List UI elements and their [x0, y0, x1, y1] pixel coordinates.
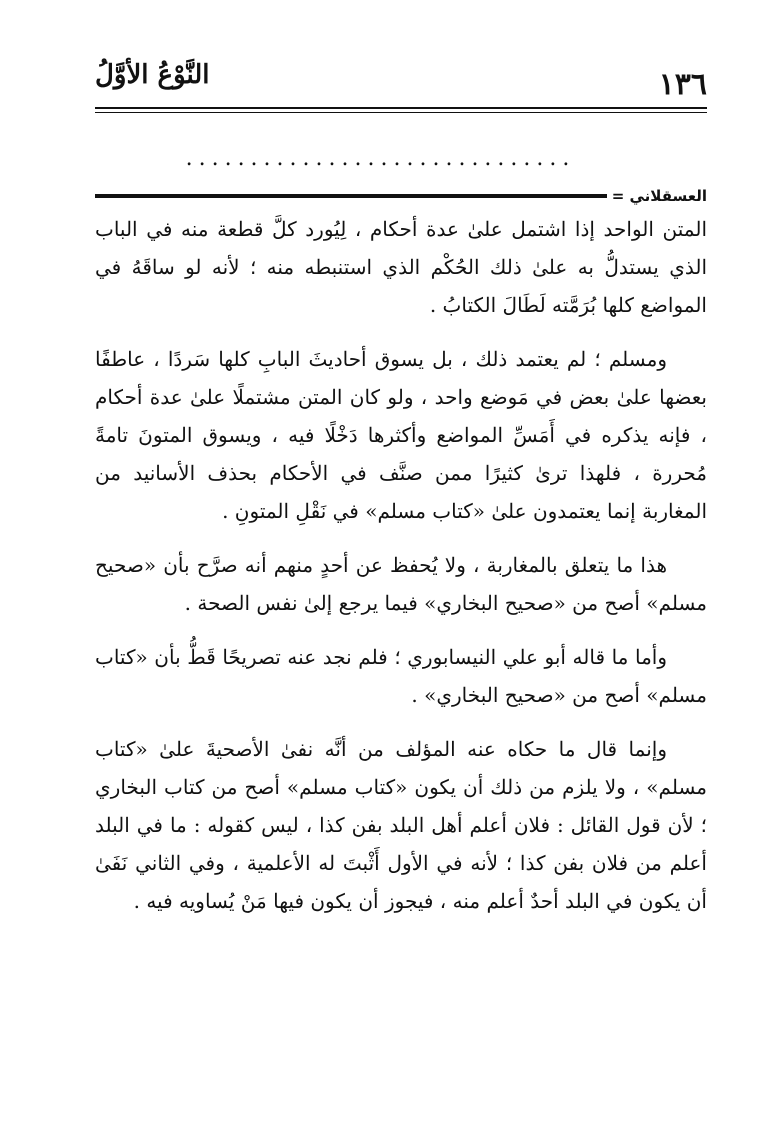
page-number: ١٣٦ [658, 67, 707, 102]
omission-dots: .............................. [185, 148, 576, 170]
footnote-label: العسقلاني = [611, 187, 707, 205]
paragraph: وإنما قال ما حكاه عنه المؤلف من أنَّه نفىٰ الأصحيةَ علىٰ «كتاب مسلم» ، ولا يلزم من ذلك أن يكون «كتاب مسلم» أصح من كتاب البخاري ؛ لأن قول القائل : فلان أعلم أهل البلد بفن كذا ، ليس كقوله : ما في البلد أعلم من فلان بفن كذا ؛ لأنه في الأول أَثْبتَ له الأعلمية ، وفي الثاني نَفَىٰ أن يكون في البلد أحدٌ أعلم منه ، فيجوز أن يكون فيها مَنْ يُساويه فيه . [95, 737, 707, 913]
running-head [95, 58, 707, 106]
paragraph: ومسلم ؛ لم يعتمد ذلك ، بل يسوق أحاديثَ البابِ كلها سَردًا ، عاطفًا بعضها علىٰ بعض في مَوضع واحد ، ولو كان المتن مشتملًا علىٰ عدة أحكام ، فإنه يذكره في أَمَسِّ المواضع وأكثرها دَخْلًا فيه ، ويسوق المتونَ تامةً مُحررة ، فلهذا ترىٰ كثيرًا ممن صنَّف في الأحكام بحذف الأسانيد من المغاربة إنما يعتمدون علىٰ «كتاب مسلم» في نَقْلِ المتونِ . [95, 347, 707, 523]
header-rule [95, 107, 707, 109]
header-rule-thin [95, 112, 707, 113]
paragraph: المتن الواحد إذا اشتمل علىٰ عدة أحكام ، لِيُورد كلَّ قطعة منه في الباب الذي يستدلُّ به علىٰ ذلك الحُكْم الذي استنبطه منه ؛ لأنه لو ساقَهُ في المواضع كلها بُرَمَّته لَطَالَ الكتابُ . [95, 217, 707, 317]
footnote-continuation [95, 184, 707, 208]
paragraph: وأما ما قاله أبو علي النيسابوري ؛ فلم نجد عنه تصريحًا قَطُّ بأن «كتاب مسلم» أصح من «صحيح البخاري» . [95, 645, 707, 707]
paragraph: هذا ما يتعلق بالمغاربة ، ولا يُحفظ عن أحدٍ منهم أنه صرَّح بأن «صحيح مسلم» أصح من «صحيح البخاري» فيما يرجع إلىٰ نفس الصحة . [95, 553, 707, 615]
chapter-title: النَّوْعُ الأوَّلُ [95, 60, 210, 90]
body-text [95, 210, 707, 936]
footnote-rule [95, 194, 607, 198]
